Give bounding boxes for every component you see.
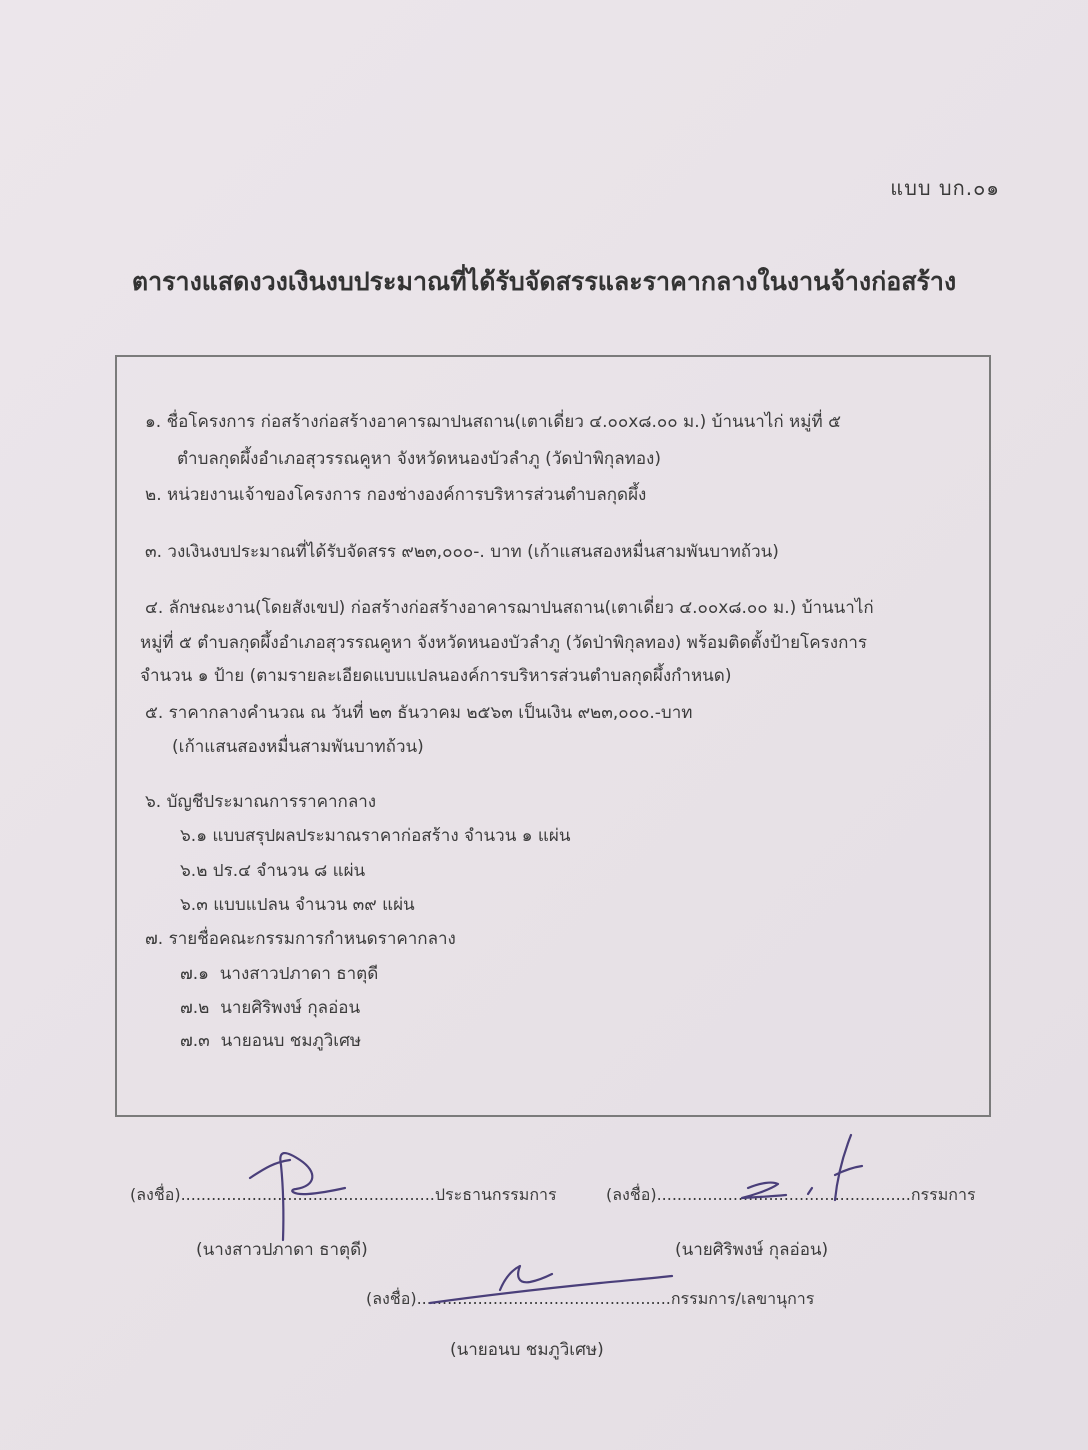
committee-number: ๗.๓ [180, 1031, 210, 1051]
chair-printed-name: (นางสาวปภาดา ธาตุดี) [196, 1240, 368, 1260]
committee-name: นายอนบ ชมภูวิเศษ [220, 1031, 362, 1051]
document-title: ตารางแสดงวงเงินงบประมาณที่ได้รับจัดสรรและราคากลางในงานจ้างก่อสร้าง [131, 267, 957, 296]
member-signature-mark [808, 1188, 812, 1194]
committee-name: นางสาวปภาดา ธาตุดี [219, 964, 379, 984]
secretary-signature-stroke [430, 1276, 672, 1303]
item-3: ๓. วงเงินงบประมาณที่ได้รับจัดสรร ๙๒๓,๐๐๐-. บาท (เก้าแสนสองหมื่นสามพันบาทถ้วน) [145, 542, 779, 562]
item-6-1: ๖.๑ แบบสรุปผลประมาณราคาก่อสร้าง จำนวน ๑ แผ่น [180, 826, 571, 846]
item-2: ๒. หน่วยงานเจ้าของโครงการ กองช่างองค์การบริหารส่วนตำบลกุดผึ้ง [145, 485, 647, 505]
chair-signature-tail [250, 1160, 290, 1178]
item-1-line-1: ๑. ชื่อโครงการ ก่อสร้างก่อสร้างอาคารฌาปนสถาน(เตาเดี่ยว ๔.๐๐x๘.๐๐ ม.) บ้านนาไก่ หมู่ที่ ๕ [145, 412, 841, 432]
committee-number: ๗.๑ [180, 964, 209, 984]
member-printed-name: (นายศิริพงษ์ กุลอ่อน) [675, 1240, 829, 1260]
item-4-line-3: จำนวน ๑ ป้าย (ตามรายละเอียดแบบแปลนองค์การบริหารส่วนตำบลกุดผึ้งกำหนด) [140, 666, 732, 686]
item-1-line-2: ตำบลกุดผึ้งอำเภอสุวรรณคูหา จังหวัดหนองบัวลำภู (วัดป่าพิกุลทอง) [177, 449, 661, 469]
item-6-2: ๖.๒ ปร.๔ จำนวน ๘ แผ่น [180, 861, 366, 881]
committee-number: ๗.๒ [180, 998, 210, 1018]
committee-name: นายศิริพงษ์ กุลอ่อน [220, 998, 361, 1018]
form-code: แบบ บก.๐๑ [890, 176, 1000, 200]
item-4-line-1: ๔. ลักษณะงาน(โดยสังเขป) ก่อสร้างก่อสร้างอาคารฌาปนสถาน(เตาเดี่ยว ๔.๐๐x๘.๐๐ ม.) บ้านนาไก่ [145, 598, 874, 618]
item-5-line-1: ๕. ราคากลางคำนวณ ณ วันที่ ๒๓ ธันวาคม ๒๕๖๓ เป็นเงิน ๙๒๓,๐๐๐.-บาท [145, 703, 693, 723]
item-7: ๗. รายชื่อคณะกรรมการกำหนดราคากลาง [145, 929, 456, 949]
secretary-printed-name: (นายอนบ ชมภูวิเศษ) [450, 1340, 604, 1360]
member-signature-flourish [835, 1135, 862, 1200]
member-signature-stroke [742, 1183, 786, 1198]
chair-signature-stroke [280, 1153, 345, 1240]
chair-signature-line: (ลงชื่อ)..................................................ประธานกรรมการ [130, 1185, 557, 1204]
item-6: ๖. บัญชีประมาณการราคากลาง [145, 792, 377, 812]
item-6-3: ๖.๓ แบบแปลน จำนวน ๓๙ แผ่น [180, 895, 415, 915]
item-4-line-2: หมู่ที่ ๕ ตำบลกุดผึ้งอำเภอสุวรรณคูหา จังหวัดหนองบัวลำภู (วัดป่าพิกุลทอง) พร้อมติดตั้งป้ายโครงการ [140, 633, 868, 653]
secretary-signature-line: (ลงชื่อ)..................................................กรรมการ/เลขานุการ [366, 1289, 815, 1308]
secretary-signature-loop [500, 1266, 552, 1290]
item-5-line-2: (เก้าแสนสองหมื่นสามพันบาทถ้วน) [172, 737, 424, 757]
member-signature-line: (ลงชื่อ)..................................................กรรมการ [606, 1185, 976, 1204]
